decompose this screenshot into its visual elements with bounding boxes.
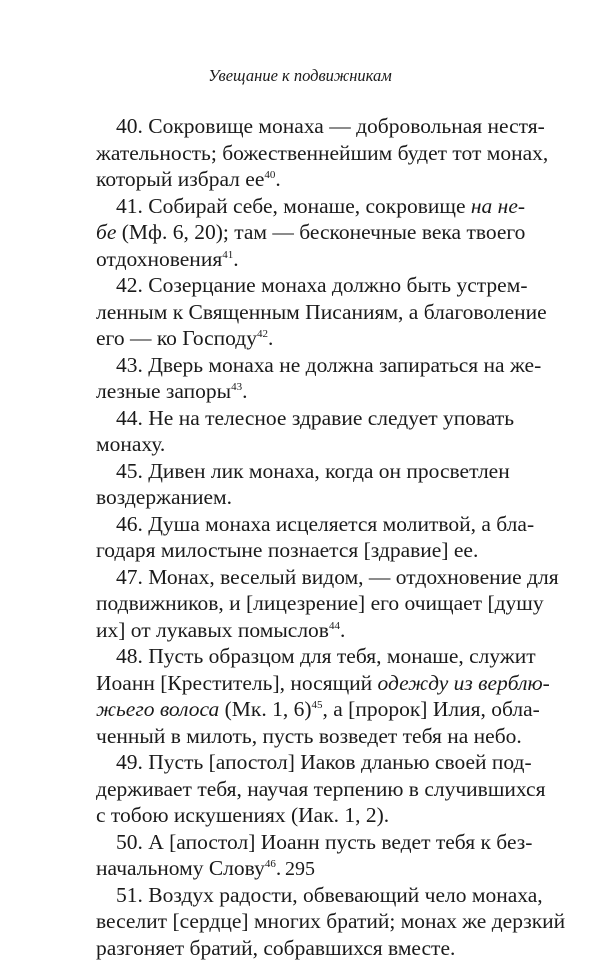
text-line: 50. А [апостол] Иоанн пусть ведет тебя к без- xyxy=(116,829,533,854)
footnote-marker: 40 xyxy=(264,169,276,181)
text-line: 43. Дверь монаха не должна запираться на же- xyxy=(116,352,542,377)
paragraph-number: 49. xyxy=(116,750,149,774)
text-line: 44. Не на телесное здравие следует уповать xyxy=(116,405,515,430)
text-line: 49. Пусть [апостол] Иаков дланью своей под- xyxy=(116,750,532,774)
paragraph-number: 41. xyxy=(116,193,149,218)
text-line: отдохновения$^{41}$. xyxy=(96,246,239,271)
text-line: который избрал $ее^{40}$. xyxy=(96,167,281,191)
paragraph-number: 47. xyxy=(116,564,149,589)
running-header: Увещание к подвижникам xyxy=(208,66,392,85)
paragraph-number: 48. xyxy=(116,644,149,668)
footnote-marker: 44 xyxy=(328,619,340,632)
text-line: бе (Мф. 6, 20); там — бесконечные века твоего xyxy=(96,220,526,244)
paragraph-number: 43. xyxy=(116,352,149,377)
footnote-marker: 43 xyxy=(231,381,243,393)
text-line: держивает тебя, научая терпению в случившихся xyxy=(96,776,546,801)
text-line: веселит [сердце] многих братий; монах же дерзкий xyxy=(96,909,566,933)
footnote-marker: 42 xyxy=(257,328,268,340)
text-line: его — ко Господу$^{42}$. xyxy=(96,326,274,350)
scripture-quote: бе xyxy=(96,220,117,244)
text-line: ченный в милоть, пусть возведет тебя на небо. xyxy=(96,723,522,748)
scripture-quote: жьего волоса xyxy=(96,697,220,721)
text-line: жательность; божественнейшим будет тот монах, xyxy=(96,140,549,165)
scripture-quote: одежду из верблю- xyxy=(377,670,550,695)
paragraph xyxy=(96,643,550,749)
text-line: 41. Собирай себе, монаше, сокровище на не- xyxy=(116,193,526,218)
paragraph xyxy=(96,405,515,458)
paragraph xyxy=(96,352,542,405)
footnote-marker: 41 xyxy=(222,248,234,261)
text-line: ленным к Священным Писаниям, а благоволение xyxy=(96,299,547,324)
paragraph-number: 44. xyxy=(116,405,149,430)
footnote-marker: 45 xyxy=(311,699,323,711)
paragraph-number: 46. xyxy=(116,511,149,536)
paragraph xyxy=(96,564,559,644)
text-body xyxy=(96,113,566,961)
paragraph xyxy=(96,882,566,962)
paragraph xyxy=(96,193,526,273)
paragraph xyxy=(96,272,547,352)
text-line: лезные запоры$^{43}$. xyxy=(96,379,248,403)
page-number: 295 xyxy=(285,858,315,880)
paragraph-number: 51. xyxy=(116,882,149,907)
text-line: 40. Сокровище монаха — добровольная нестя- xyxy=(116,114,545,138)
paragraph xyxy=(96,511,535,564)
text-line: годаря милостыне познается [здравие] ее. xyxy=(96,538,479,562)
paragraph-number: 50. xyxy=(116,829,149,854)
paragraph xyxy=(96,458,510,511)
paragraph-number: 45. xyxy=(116,458,149,483)
scripture-quote: на не- xyxy=(470,193,526,218)
paragraph xyxy=(96,113,549,193)
paragraph xyxy=(96,749,546,829)
text-line: воздержанием. xyxy=(96,485,233,509)
text-line: с тобою искушениях (Иак. 1, 2). xyxy=(96,803,390,827)
paragraph-number: 40. xyxy=(116,114,149,138)
text-line: подвижников, и [лицезрение] его очищает [душу xyxy=(96,591,544,615)
text-line: 51. Воздух радости, обвевающий чело монаха, xyxy=(116,882,543,907)
text-line: начальному Слову$^{46}$. xyxy=(96,856,282,880)
text-line: 46. Душа монаха исцеляется молитвой, а бла- xyxy=(116,511,535,536)
text-line: 42. Созерцание монаха должно быть устрем- xyxy=(116,273,528,297)
text-line: разгоняет братий, собравшихся вместе. xyxy=(96,935,456,960)
text-line: Иоанн [Креститель], носящий одежду из верблю- xyxy=(96,670,550,695)
text-line: 48. Пусть образцом для тебя, монаше, служит xyxy=(116,644,536,668)
footnote-marker: 46 xyxy=(264,858,276,870)
text-line: 47. Монах, веселый видом, — отдохновение для xyxy=(116,564,559,589)
paragraph-number: 42. xyxy=(116,273,149,297)
text-line: жьего волоса (Мк. 1, 6)$^{45}$, а [пророк] Илия, обла- xyxy=(96,697,540,721)
text-line: 45. Дивен лик монаха, когда он просветлен xyxy=(116,458,510,483)
text-line: их] от лукавых помыслов$^{44}$. xyxy=(96,617,346,642)
text-line: монаху. xyxy=(96,432,166,456)
